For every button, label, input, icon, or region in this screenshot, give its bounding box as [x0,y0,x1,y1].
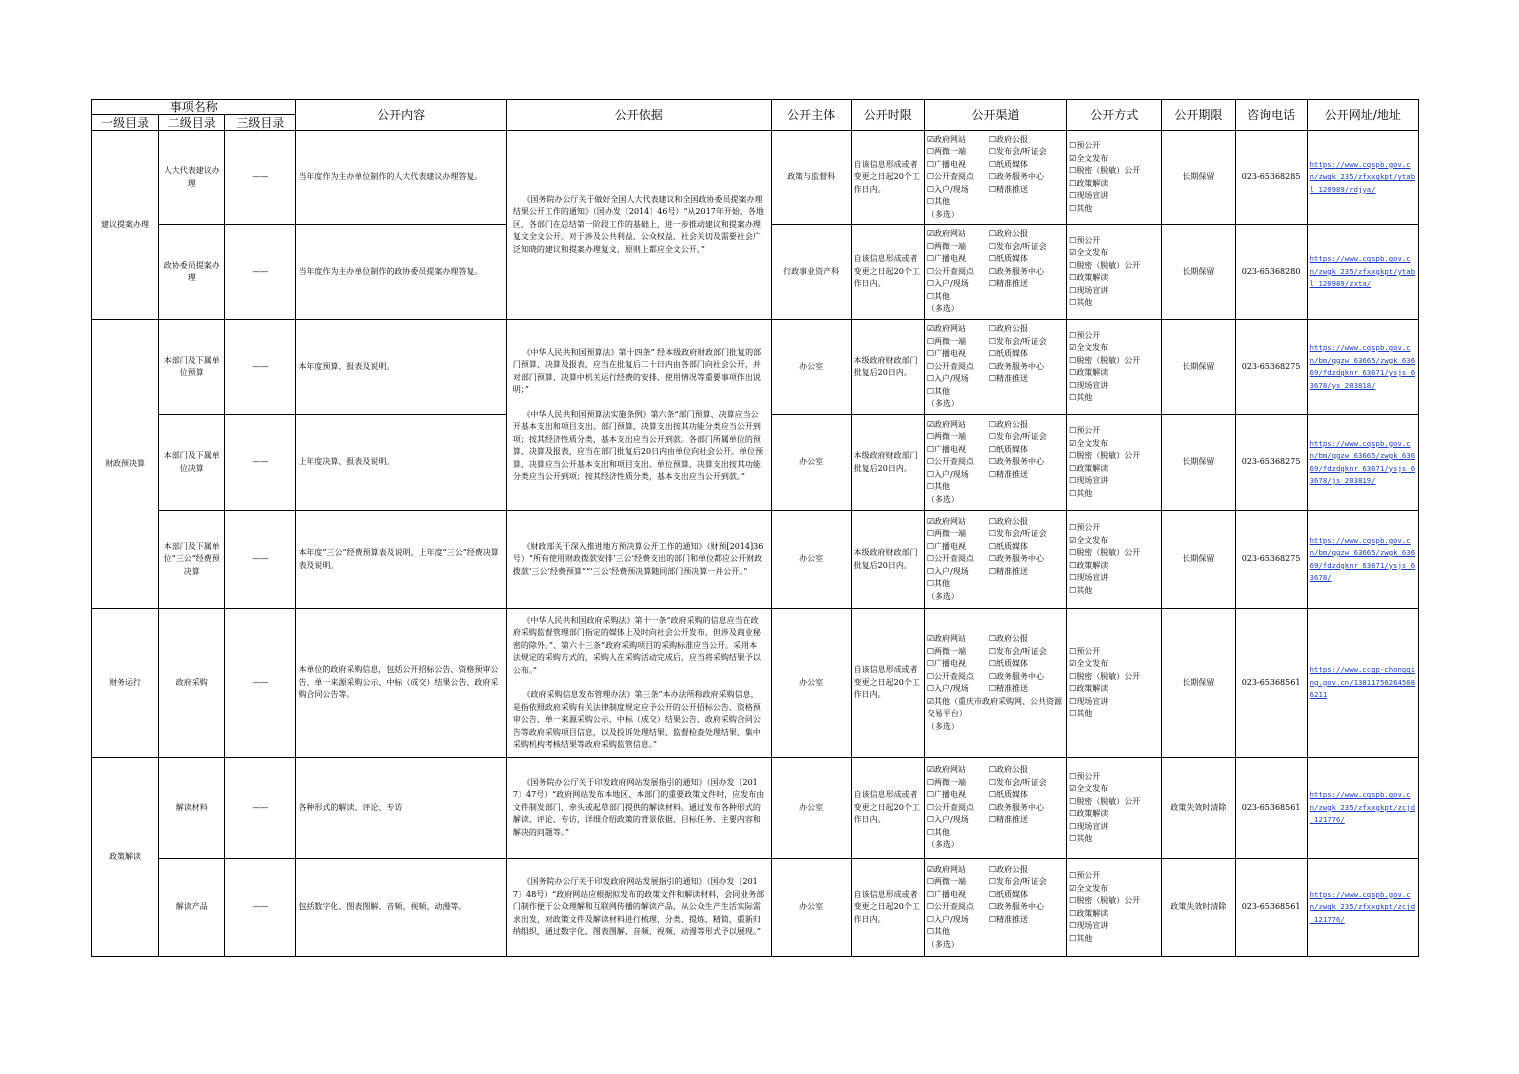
method-option: ☐现场宣讲 [1069,573,1109,582]
method-option: ☐脱密（脱敏）公开 [1069,548,1141,557]
phone-cell: 023-65368285 [1235,131,1307,225]
channel-option: ☐发布会/听证会 [988,877,1047,887]
table-row [92,758,1419,859]
url-link[interactable]: https://www.cqspb.gov.cn/zwgk_235/zfxxgkpt/ytabl_120989/zxta/ [1309,254,1416,289]
phone-cell: 023-65368280 [1235,225,1307,320]
channel-option: ☐公开查阅点 [926,457,974,467]
subject-cell: 行政事业资产科 [771,225,851,320]
time-limit-cell: 本级政府财政部门批复后20日内。 [851,320,924,415]
method-option: ☐预公开 [1069,235,1101,245]
channel-cell [924,320,1066,415]
subject-cell: 办公室 [771,859,851,957]
url-link[interactable]: https://www.cqspb.gov.cn/zwgk_235/zfxxgkpt/zcjd_121776/ [1309,790,1416,825]
method-option: ☐现场宣讲 [1069,191,1109,200]
url-link[interactable]: https://www.cqspb.gov.cn/bm/qgzw_63665/zwgk_63669/fdzdgknr_63671/ysjs_63678/ys_203818/ [1309,343,1416,390]
time-limit-cell: 本级政府财政部门批复后20日内。 [851,511,924,609]
url-cell [1307,758,1418,859]
phone-cell: 023-65368561 [1235,609,1307,758]
method-option: ☐脱密（脱敏）公开 [1069,166,1141,175]
level2-cell: 解读产品 [159,859,225,957]
table-row [92,859,1419,957]
channel-option: ☐广播电视 [926,889,966,899]
basis-paragraph: 《中华人民共和国预算法》第十四条“ 经本级政府财政部门批复的部门预算、决算及报表，应当在批复后二十日内由各部门向社会公开，并对部门预算、决算中机关运行经费的安排、使用情况等重要事项作出说明；” [512,347,762,394]
subject-cell: 办公室 [771,609,851,758]
channel-option: ☐广播电视 [926,659,966,668]
method-option: ☐现场宣讲 [1069,285,1109,295]
method-option: ☑全文发布 [1069,343,1109,352]
level3-cell: —— [225,131,296,225]
time-limit-cell: 自该信息形成或者变更之日起20个工作日内。 [851,225,924,320]
subject-cell: 办公室 [771,415,851,511]
subject-cell: 政策与监督科 [771,131,851,225]
channel-option: ☐政府公报 [988,134,1028,144]
method-option: ☐现场宣讲 [1069,696,1109,706]
level3-cell: —— [225,225,296,320]
channel-option: ☑政府网站 [926,229,966,239]
url-link[interactable]: https://www.ccgp-chongqing.gov.cn/130117562645086211 [1309,665,1416,700]
method-option: ☐政策解读 [1069,273,1109,282]
content-cell: 包括数字化、图表图解、音频、视频、动漫等。 [296,859,506,957]
channel-option: ☐政府公报 [988,516,1028,526]
level2-cell: 本部门及下属单位决算 [159,415,225,511]
channel-option: ☐精准推送 [988,684,1028,693]
phone-cell: 023-65368561 [1235,859,1307,957]
method-option: ☐其他 [1069,585,1093,595]
channel-cell [924,131,1066,225]
method-cell [1067,859,1162,957]
level2-cell: 本部门及下属单位预算 [159,320,225,415]
table-row [92,511,1419,609]
method-cell [1067,415,1162,511]
channel-option: ☐精准推送 [988,566,1028,576]
method-option: ☐政策解读 [1069,908,1109,918]
header-level2: 二级目录 [159,115,225,131]
method-option: ☐政策解读 [1069,463,1109,473]
method-option: ☑全文发布 [1069,883,1109,893]
url-link[interactable]: https://www.cqspb.gov.cn/bm/qgzw_63665/zwgk_63669/fdzdgknr_63671/ysjs_63678/ [1309,535,1416,582]
channel-option: ☐入户/现场 [926,469,969,479]
channel-option: ☐广播电视 [926,159,966,169]
url-cell [1307,415,1418,511]
channel-option: ☐入户/现场 [926,684,969,693]
channel-option: ☐公开查阅点 [926,802,974,812]
group-label: 财务运行 [92,609,159,758]
basis-paragraph: 《国务院办公厅关于印发政府网站发展指引的通知》（国办发〔2017〕47号）“政府网站发布本地区、本部门的重要政策文件时，应发布由文件制发部门、牵头或起草部门提供的解读材料。通过发布各种形式的解读、评论、专访，详细介绍政策的背景依据、目标任务、主要内容和解决的问题等。” [512,777,765,837]
channel-option: ☐广播电视 [926,254,966,264]
channel-option: （多选） [926,939,959,949]
header-period: 公开期限 [1162,100,1235,131]
channel-option: （多选） [926,304,959,314]
channel-option: ☐纸质媒体 [988,254,1028,264]
url-cell [1307,320,1418,415]
channel-option: ☐两微一端 [926,777,966,787]
channel-option: ☐政府公报 [988,229,1028,239]
period-cell: 长期保留 [1162,415,1235,511]
channel-option: ☐政府公报 [988,419,1028,429]
header-item-name: 事项名称 [92,100,296,115]
period-cell: 政策失效时清除 [1162,859,1235,957]
method-option: ☐政策解读 [1069,560,1109,570]
channel-option: ☐广播电视 [926,444,966,454]
channel-option: ☑其他（重庆市政府采购网、公共资源交易平台） [926,696,1062,718]
channel-option: （多选） [926,209,959,219]
channel-option: （多选） [926,721,959,731]
period-cell: 长期保留 [1162,511,1235,609]
period-cell: 长期保留 [1162,225,1235,320]
method-option: ☐脱密（脱敏）公开 [1069,671,1141,681]
channel-option: ☐入户/现场 [926,374,969,384]
content-cell: 各种形式的解读、评论、专访 [296,758,506,859]
channel-option: （多选） [926,591,959,601]
method-option: ☑全文发布 [1069,438,1109,448]
subject-cell: 办公室 [771,320,851,415]
header-basis: 公开依据 [506,100,771,131]
channel-cell [924,859,1066,957]
url-cell [1307,859,1418,957]
channel-option: ☐精准推送 [988,914,1028,924]
basis-paragraph: 《国务院办公厅关于印发政府网站发展指引的通知》（国办发〔2017〕48号）“政府网站应根据拟发布的政策文件和解读材料，会同业务部门制作便于公众理解和互联网传播的解读产品，从公众生产生活实际需求出发，对政策文件及解读材料进行梳理、分类、提炼、精简，重新归纳组织，通过数字化、图表图解、音频、视频、动漫等形式予以展现。” [512,877,765,937]
channel-option: ☐政务服务中心 [988,361,1044,371]
subject-cell: 办公室 [771,511,851,609]
method-cell [1067,131,1162,225]
method-option: ☐脱密（脱敏）公开 [1069,796,1141,806]
basis-cell [506,758,771,859]
method-option: ☐现场宣讲 [1069,380,1109,390]
group-label: 财政预决算 [92,320,159,609]
level2-cell: 本部门及下属单位“三公”经费预决算 [159,511,225,609]
channel-option: ☐入户/现场 [926,184,969,194]
channel-option: ☐其他 [926,386,950,396]
url-cell [1307,225,1418,320]
channel-option: ☐政务服务中心 [988,802,1044,812]
channel-option: ☐政务服务中心 [988,554,1044,564]
method-option: ☑全文发布 [1069,784,1109,793]
level2-cell: 解读材料 [159,758,225,859]
header-time-limit: 公开时限 [851,100,924,131]
content-cell: 上年度决算、报表及说明。 [296,415,506,511]
phone-cell: 023-65368275 [1235,415,1307,511]
channel-option: ☐发布会/听证会 [988,777,1047,787]
channel-option: ☐发布会/听证会 [988,336,1047,346]
url-link[interactable]: https://www.cqspb.gov.cn/bm/qgzw_63665/zwgk_63669/fdzdgknr_63671/ysjs_63678/js_203819/ [1309,438,1416,485]
channel-option: ☐公开查阅点 [926,361,974,371]
channel-option: ☐政府公报 [988,765,1028,775]
channel-option: ☐两微一端 [926,241,966,251]
url-cell [1307,609,1418,758]
basis-cell [506,320,771,511]
channel-option: ☐其他 [926,197,950,207]
level3-cell: —— [225,609,296,758]
basis-paragraph: 《国务院办公厅关于做好全国人大代表建议和全国政协委员提案办理结果公开工作的通知》（国办发〔2014〕46号）“从2017年开始，各地区、各部门在总结第一阶段工作的基础上，进一步推动建议和提案办理复文全文公开。对于涉及公共利益、公众权益、社会关切及需要社会广泛知晓的建议和提案办理复文，原则上都应全文公开。” [512,194,764,254]
group-label: 建议提案办理 [92,131,159,320]
channel-option: ☐纸质媒体 [988,659,1028,668]
period-cell: 长期保留 [1162,320,1235,415]
method-option: ☐脱密（脱敏）公开 [1069,260,1141,270]
channel-option: ☐公开查阅点 [926,554,974,564]
method-cell [1067,320,1162,415]
channel-option: （多选） [926,494,959,504]
method-option: ☐现场宣讲 [1069,821,1109,831]
phone-cell: 023-65368275 [1235,511,1307,609]
channel-cell [924,511,1066,609]
basis-cell [506,511,771,609]
method-option: ☐其他 [1069,298,1093,307]
channel-option: ☐入户/现场 [926,815,969,825]
channel-option: ☐广播电视 [926,790,966,800]
method-option: ☐现场宣讲 [1069,921,1109,930]
basis-cell [506,859,771,957]
content-cell: 本年度预算、报表及说明。 [296,320,506,415]
phone-cell: 023-65368275 [1235,320,1307,415]
channel-option: ☐政务服务中心 [988,457,1044,467]
method-option: ☐其他 [1069,393,1093,402]
subject-cell: 办公室 [771,758,851,859]
content-cell: 本单位的政府采购信息，包括公开招标公告、资格预审公告、单一来源采购公示、中标（成交）结果公告、政府采购合同公告等。 [296,609,506,758]
disclosure-table [91,99,1419,957]
method-option: ☐脱密（脱敏）公开 [1069,355,1141,365]
channel-cell [924,225,1066,320]
table-row [92,131,1419,225]
channel-option: ☐发布会/听证会 [988,529,1047,539]
method-option: ☐现场宣讲 [1069,476,1109,485]
channel-option: ☑政府网站 [926,419,966,429]
channel-option: ☐精准推送 [988,184,1028,194]
header-channel: 公开渠道 [924,100,1066,131]
period-cell: 政策失效时清除 [1162,758,1235,859]
header-level3: 三级目录 [225,115,296,131]
method-option: ☐其他 [1069,203,1093,213]
method-option: ☐政策解读 [1069,809,1109,818]
method-option: ☑全文发布 [1069,659,1109,668]
content-cell: 当年度作为主办单位制作的人大代表建议办理答复。 [296,131,506,225]
channel-option: ☐纸质媒体 [988,349,1028,359]
channel-option: ☐两微一端 [926,877,966,887]
channel-option: ☑政府网站 [926,324,966,334]
channel-option: （多选） [926,399,959,409]
period-cell: 长期保留 [1162,131,1235,225]
channel-option: ☐纸质媒体 [988,889,1028,899]
method-option: ☑全文发布 [1069,248,1109,257]
channel-option: ☐发布会/听证会 [988,432,1047,442]
content-cell: 当年度作为主办单位制作的政协委员提案办理答复。 [296,225,506,320]
time-limit-cell: 自该信息形成或者变更之日起20个工作日内。 [851,758,924,859]
method-option: ☐政策解读 [1069,368,1109,377]
method-option: ☐预公开 [1069,141,1101,150]
method-option: ☐预公开 [1069,646,1101,656]
channel-option: ☐政府公报 [988,864,1028,874]
level3-cell: —— [225,415,296,511]
channel-option: ☐广播电视 [926,349,966,359]
method-option: ☐预公开 [1069,771,1101,781]
phone-cell: 023-65368561 [1235,758,1307,859]
channel-option: ☐入户/现场 [926,279,969,289]
channel-option: ☐政务服务中心 [988,671,1044,681]
header-content: 公开内容 [296,100,506,131]
channel-option: ☐公开查阅点 [926,266,974,276]
channel-option: ☑政府网站 [926,864,966,874]
level3-cell: —— [225,511,296,609]
level2-cell: 人大代表建议办理 [159,131,225,225]
period-cell: 长期保留 [1162,609,1235,758]
url-link[interactable]: https://www.cqspb.gov.cn/zwgk_235/zfxxgkpt/ytabl_120989/rdjya/ [1309,159,1416,194]
method-option: ☐脱密（脱敏）公开 [1069,451,1141,460]
channel-option: ☐两微一端 [926,336,966,346]
table-row [92,609,1419,758]
table-row [92,320,1419,415]
channel-cell [924,758,1066,859]
time-limit-cell: 自该信息形成或者变更之日起20个工作日内。 [851,859,924,957]
channel-option: ☐其他 [926,827,950,837]
basis-cell [506,131,771,320]
basis-paragraph: 《政府采购信息发布管理办法》第三条“本办法所称政府采购信息，是指依照政府采购有关法律制度规定应予公开的公开招标公告、资格预审公告、单一来源采购公示、中标（成交）结果公告、政府采购合同公告等政府采购项目信息，以及投诉处理结果、监督检查处理结果、集中采购机构考核结果等政府采购监管信息。” [512,690,761,749]
level3-cell: —— [225,758,296,859]
level3-cell: —— [225,320,296,415]
channel-option: ☑政府网站 [926,765,966,775]
url-cell [1307,131,1418,225]
time-limit-cell: 自该信息形成或者变更之日起20个工作日内。 [851,609,924,758]
channel-option: ☐其他 [926,927,950,937]
header-method: 公开方式 [1067,100,1162,131]
channel-option: ☐其他 [926,291,950,301]
channel-option: ☐纸质媒体 [988,541,1028,551]
time-limit-cell: 自该信息形成或者变更之日起20个工作日内。 [851,131,924,225]
channel-option: ☐政府公报 [988,634,1028,643]
header-phone: 咨询电话 [1235,100,1307,131]
group-label: 政策解读 [92,758,159,957]
channel-option: ☐政府公报 [988,324,1028,334]
method-option: ☐其他 [1069,709,1093,718]
channel-option: （多选） [926,840,959,850]
header-subject: 公开主体 [771,100,851,131]
channel-cell [924,609,1066,758]
basis-paragraph: 《财政部关于深入推进地方预决算公开工作的通知》（财预[2014]36号）“所有使用财政拨款安排‘三公’经费支出的部门和单位都应公开财政拨款‘三公’经费预算”“‘三公’经费预决算随同部门预决算一并公开。” [512,541,764,576]
method-option: ☐政策解读 [1069,684,1109,693]
basis-paragraph: 《中华人民共和国政府采购法》第十一条“政府采购的信息应当在政府采购监督管理部门指定的媒体上及时向社会公开发布，但涉及商业秘密的除外。”、第六十三条“政府采购项目的采购标准应当公开。采用本法规定的采购方式的，采购人在采购活动完成后，应当将采购结果予以公布。” [512,615,761,675]
channel-option: ☐两微一端 [926,646,966,656]
url-cell [1307,511,1418,609]
method-option: ☐其他 [1069,834,1093,843]
channel-option: ☐纸质媒体 [988,159,1028,169]
basis-cell [506,609,771,758]
method-cell [1067,511,1162,609]
method-option: ☐预公开 [1069,426,1101,435]
channel-option: ☐政务服务中心 [988,902,1044,912]
header-url: 公开网址/地址 [1307,100,1418,131]
channel-option: ☐两微一端 [926,432,966,442]
channel-option: ☐两微一端 [926,147,966,157]
channel-option: ☐纸质媒体 [988,790,1028,800]
method-option: ☐预公开 [1069,523,1101,532]
channel-option: ☐发布会/听证会 [988,241,1047,251]
channel-option: ☐公开查阅点 [926,671,974,681]
level3-cell: —— [225,859,296,957]
channel-option: ☐公开查阅点 [926,902,974,912]
channel-cell [924,415,1066,511]
method-option: ☐其他 [1069,488,1093,498]
channel-option: ☐精准推送 [988,279,1028,289]
method-option: ☑全文发布 [1069,535,1109,545]
channel-option: ☐其他 [926,482,950,492]
method-option: ☐预公开 [1069,871,1101,880]
method-option: ☑全文发布 [1069,153,1109,163]
channel-option: ☐精准推送 [988,469,1028,479]
channel-option: ☐入户/现场 [926,914,969,924]
channel-option: ☐两微一端 [926,529,966,539]
channel-option: ☐精准推送 [988,815,1028,825]
time-limit-cell: 本级政府财政部门批复后20日内。 [851,415,924,511]
channel-option: ☐发布会/听证会 [988,646,1047,656]
channel-option: ☑政府网站 [926,516,966,526]
channel-option: ☐公开查阅点 [926,172,974,182]
channel-option: ☑政府网站 [926,134,966,144]
header-level1: 一级目录 [92,115,159,131]
url-link[interactable]: https://www.cqspb.gov.cn/zwgk_235/zfxxgkpt/zcjd_121776/ [1309,889,1416,924]
method-cell [1067,225,1162,320]
channel-option: ☐其他 [926,579,950,589]
content-cell: 本年度“三公”经费预算表及说明，上年度“三公”经费决算表及说明。 [296,511,506,609]
channel-option: ☐广播电视 [926,541,966,551]
channel-option: ☐政务服务中心 [988,266,1044,276]
channel-option: ☐精准推送 [988,374,1028,384]
level2-cell: 政府采购 [159,609,225,758]
channel-option: ☑政府网站 [926,634,966,643]
method-option: ☐政策解读 [1069,178,1109,188]
level2-cell: 政协委员提案办理 [159,225,225,320]
method-cell [1067,758,1162,859]
method-cell [1067,609,1162,758]
method-option: ☐脱密（脱敏）公开 [1069,896,1141,905]
channel-option: ☐发布会/听证会 [988,147,1047,157]
channel-option: ☐政务服务中心 [988,172,1044,182]
method-option: ☐其他 [1069,933,1093,943]
method-option: ☐预公开 [1069,330,1101,340]
channel-option: ☐纸质媒体 [988,444,1028,454]
channel-option: ☐入户/现场 [926,566,969,576]
basis-paragraph: 《中华人民共和国预算法实施条例》第六条“部门预算、决算应当公开基本支出和项目支出。部门预算、决算支出按其功能分类应当公开到项；按其经济性质分类，基本支出应当公开到款。各部门所属单位的预算、决算及报表，应当在部门批复后20日内由单位向社会公开。单位预算、决算应当公开基本支出和项目支出。单位预算、决算支出按其功能分类应当公开到项；按其经济性质分类，基本支出应当公开到款。” [512,409,764,481]
